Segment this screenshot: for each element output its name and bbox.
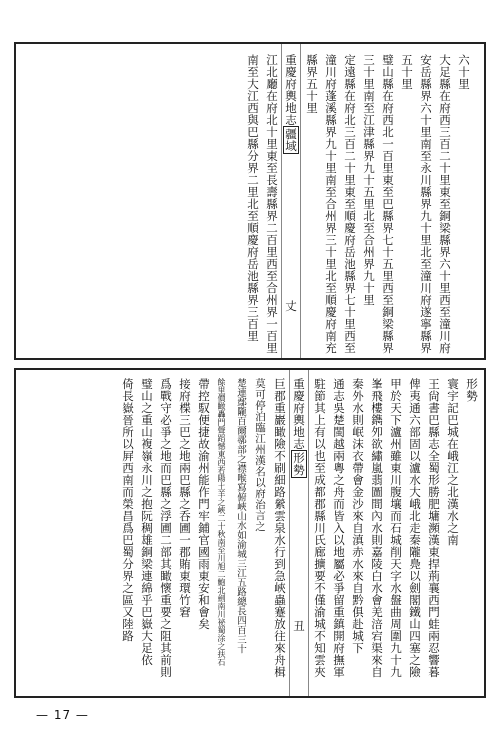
text-column: 俾夷通六部固以瀘水大峨北走秦隴鳧以劍閣鐵山四塞之險 — [408, 378, 422, 678]
text-column: 甲於天下瀘州雖東川腹壤而石城削天字水盤曲周圍九十九 — [389, 378, 403, 678]
text-column: 楚連鄢隴百爾鄩部之襟喉寫俯峽山水如渝城三江五路總長四百三十 — [235, 378, 246, 654]
text-column: 安岳縣界六十里南至永川縣界九十里北至潼川府遂寧縣界 — [419, 54, 433, 354]
text-column: 五十里 — [400, 54, 414, 90]
text-column: 峯飛樓鐫夘欲繡嵐翡圖間內水則嘉陵白水會羌涪宕渠來自 — [370, 378, 384, 678]
text-column: 璧山縣在府西北一百里東至巴縣界七十五里西至銅梁縣界 — [381, 54, 395, 354]
text-column: 縣界五十里 — [305, 54, 319, 114]
text-column: 接府楪三巴之地兩巴縣之呑圃一郡賄東環竹窘 — [178, 378, 192, 618]
page-marker: 丑 — [292, 620, 306, 632]
section-tag: 形勢 — [292, 452, 306, 476]
text-column: 定遠縣在府北三百二十里東至順慶府岳池縣界七十里西至 — [343, 54, 357, 354]
section-title-column — [283, 54, 298, 154]
text-column: 秦外水則岷沫衣帶會金沙來自滇赤水來自黔俱赴城下 — [351, 378, 365, 654]
text-column: 江北廳在府北十里東至長壽縣界二百里西至合州界一百里 — [265, 54, 279, 354]
section-tag: 疆域 — [284, 128, 298, 152]
text-column: 通志吳楚閩越兩粵之舟而皆入以地屬必爭留重鎮開府撫軍 — [332, 378, 346, 678]
text-column: 璧山之重山複嶺永川之抱阮稠雄銅梁連綿乎巴嶽大足依 — [140, 378, 154, 666]
column-divider — [300, 44, 301, 358]
text-column: 巨郡重巖瞰險不刷細路縈雲泉水行到急峽蟲蹇放往來舟楫 — [273, 378, 287, 678]
text-column: 大足縣在府西三百二十里東至銅梁縣界六十里西至潼川府 — [438, 54, 452, 354]
text-column: 餘里價瞰轟門聲蹈憾東西若陽土羊之峽二十秋南至川旭二鮑北劍南川祕蜀涂之扶石 — [217, 378, 226, 666]
section-title: 重慶府輿地志 — [284, 54, 298, 126]
text-column: 爲戰守必爭之地而巴縣之浮圃二部其瞰懷重要之阻其前則 — [159, 378, 173, 678]
page-number: — 17 — — [36, 708, 89, 722]
text-column: 莫可停泊臨江州漢名以府治言之 — [254, 378, 266, 532]
section-heading: 形勢 — [465, 378, 479, 402]
column-divider — [281, 44, 282, 358]
text-column: 南至大江西與巴縣分界二里北至順慶府岳池縣界三百里 — [246, 54, 260, 342]
column-divider — [289, 370, 290, 696]
column-divider — [308, 370, 309, 696]
section-title: 重慶府輿地志 — [292, 378, 306, 450]
text-column: 倚長嶽晉所以屛西南而榮昌爲巴蜀分界之區又陸路 — [121, 378, 135, 642]
section-title-column — [291, 378, 306, 478]
text-column: 寰宇記巴城在峨江之北漢水之南 — [446, 378, 460, 546]
text-column: 王尙書巴縣志全蜀形勝肥墉瀕漢東捍荊襄西門蛙兩忍響暮 — [427, 378, 441, 678]
text-column: 帶控馭便捷故渝州能作門牢鋪官國雨東安和會矣 — [197, 378, 211, 630]
page-marker: 丈 — [284, 300, 298, 312]
text-column: 駐節其上有以也至成都郡縣川氏廊擴要不僅渝城不知雲夾 — [313, 378, 327, 678]
text-column: 六十里 — [457, 54, 471, 90]
text-column: 潼川府蓬溪縣界九十里南至合州界三十里北至順慶府南充 — [324, 54, 338, 354]
text-column: 三十里南至江津縣界九十五里北至合州界九十里 — [362, 54, 376, 306]
